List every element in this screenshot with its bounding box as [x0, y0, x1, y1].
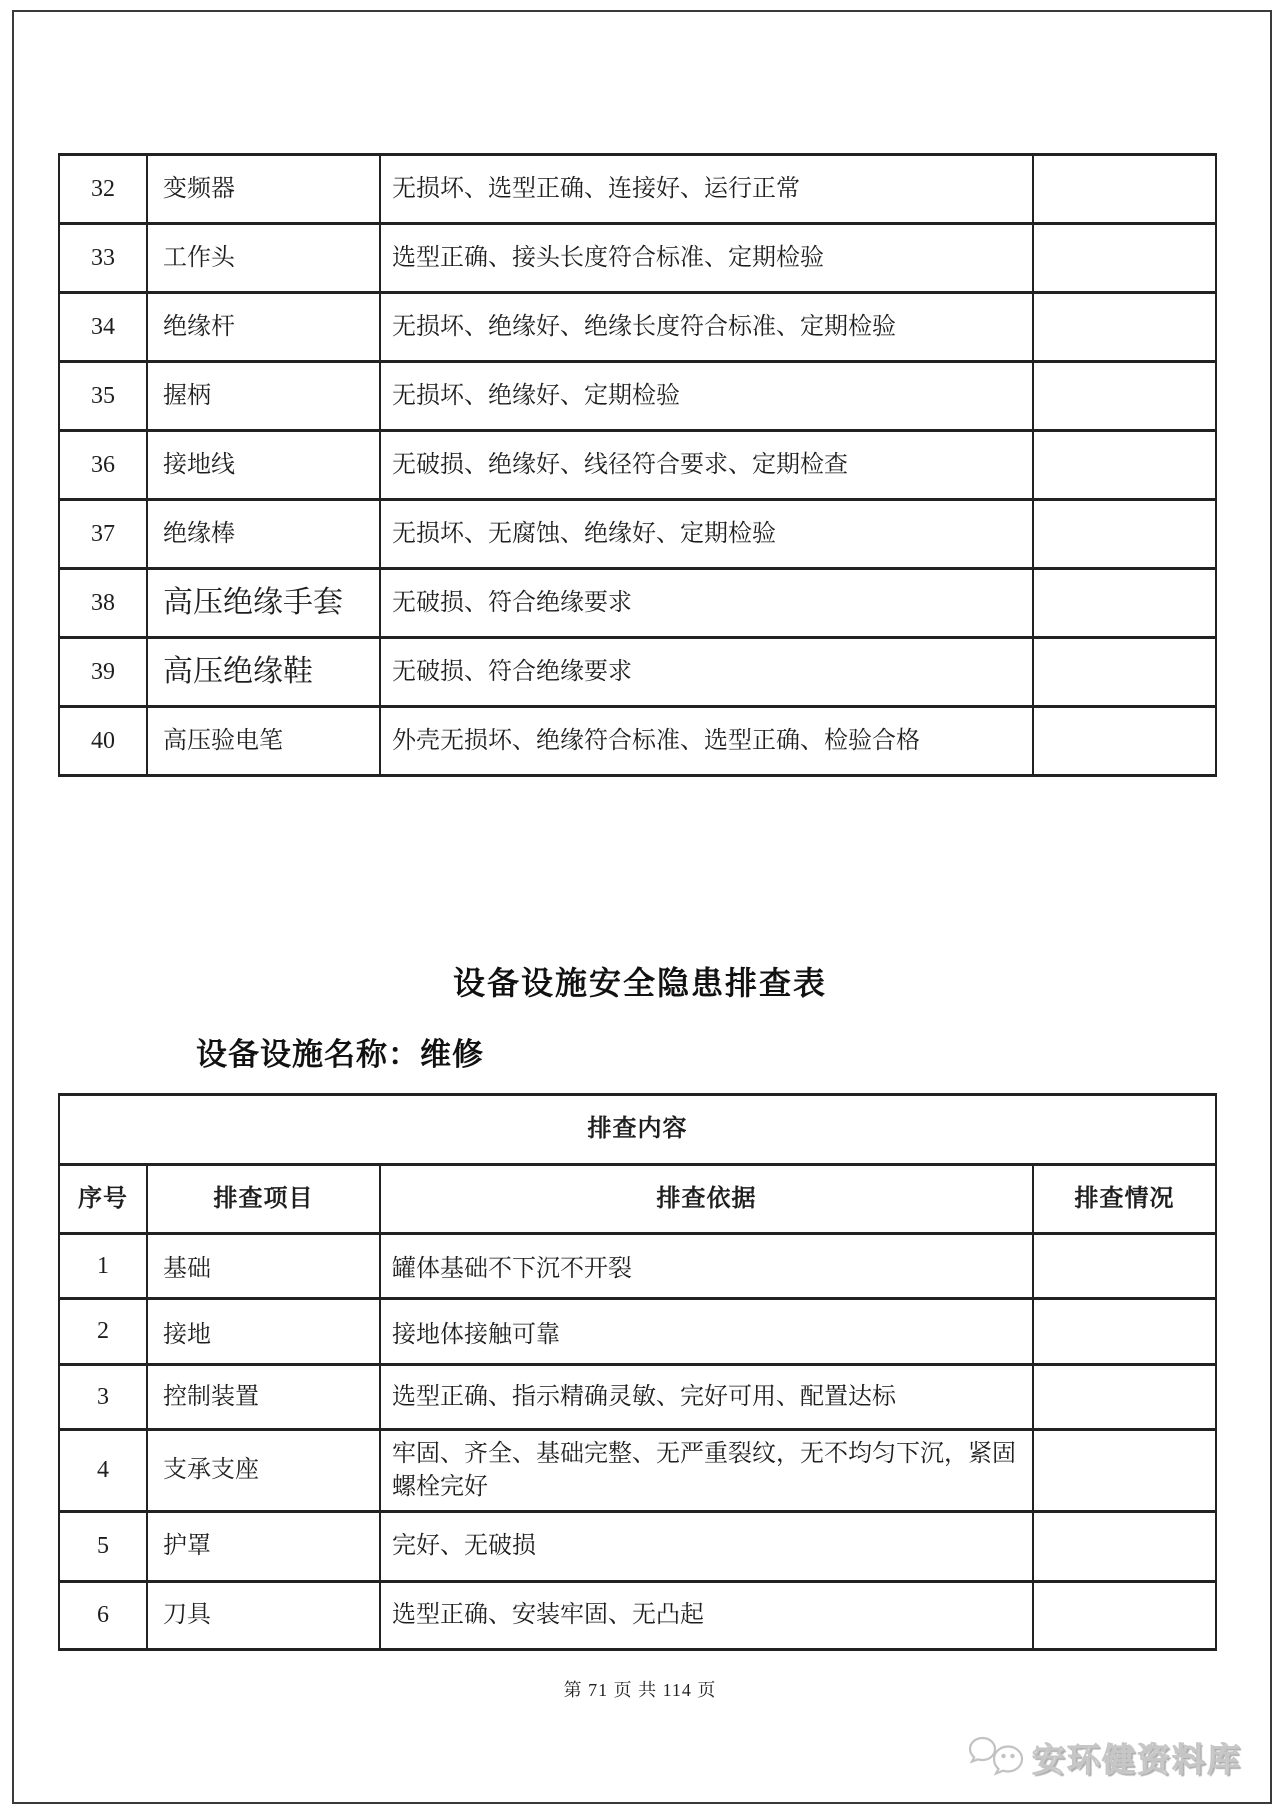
row-number-cell: 37	[59, 500, 147, 569]
item-name-cell: 变频器	[147, 155, 380, 224]
row-number-cell: 33	[59, 224, 147, 293]
criteria-cell: 接地体接触可靠	[380, 1299, 1033, 1365]
row-number-cell: 38	[59, 569, 147, 638]
status-empty-cell	[1033, 1512, 1216, 1582]
table-row	[59, 362, 1216, 431]
status-empty-cell	[1033, 1365, 1216, 1430]
table-row	[59, 1365, 1216, 1430]
criteria-cell: 无破损、绝缘好、线径符合要求、定期检查	[380, 431, 1033, 500]
span-header-row	[59, 1095, 1216, 1165]
status-empty-cell	[1033, 1234, 1216, 1299]
column-header-row	[59, 1165, 1216, 1234]
criteria-cell: 无损坏、选型正确、连接好、运行正常	[380, 155, 1033, 224]
status-empty-cell	[1033, 1299, 1216, 1365]
row-number-cell: 35	[59, 362, 147, 431]
item-name-cell: 护罩	[147, 1512, 380, 1582]
item-name-cell: 接地线	[147, 431, 380, 500]
item-name-cell: 绝缘杆	[147, 293, 380, 362]
equipment-check-table-lower	[58, 1093, 1217, 1651]
item-name-cell: 接地	[147, 1299, 380, 1365]
status-empty-cell	[1033, 1430, 1216, 1512]
equipment-check-table-upper	[58, 153, 1217, 777]
table-row	[59, 1299, 1216, 1365]
status-empty-cell	[1033, 569, 1216, 638]
equipment-name-label: 设备设施名称：维修	[196, 1037, 484, 1072]
item-name-cell: 控制装置	[147, 1365, 380, 1430]
status-empty-cell	[1033, 707, 1216, 776]
header-inspection-basis: 排查依据	[380, 1165, 1033, 1234]
table-row	[59, 1512, 1216, 1582]
item-name-cell: 基础	[147, 1234, 380, 1299]
item-name-cell: 高压绝缘手套	[147, 569, 380, 638]
item-name-cell: 刀具	[147, 1582, 380, 1650]
row-number-cell: 34	[59, 293, 147, 362]
item-name-cell: 高压绝缘鞋	[147, 638, 380, 707]
row-number-cell: 39	[59, 638, 147, 707]
criteria-cell: 选型正确、接头长度符合标准、定期检验	[380, 224, 1033, 293]
table-row	[59, 1582, 1216, 1650]
table-row	[59, 569, 1216, 638]
item-name-cell: 支承支座	[147, 1430, 380, 1512]
criteria-cell: 无破损、符合绝缘要求	[380, 569, 1033, 638]
table-row	[59, 293, 1216, 362]
criteria-cell: 选型正确、安装牢固、无凸起	[380, 1582, 1033, 1650]
criteria-cell: 无损坏、绝缘好、绝缘长度符合标准、定期检验	[380, 293, 1033, 362]
header-serial-number: 序号	[59, 1165, 147, 1234]
row-number-cell: 6	[59, 1582, 147, 1650]
criteria-cell: 无损坏、绝缘好、定期检验	[380, 362, 1033, 431]
chat-bubbles-logo-icon	[968, 1735, 1024, 1781]
row-number-cell: 4	[59, 1430, 147, 1512]
item-name-cell: 高压验电笔	[147, 707, 380, 776]
watermark-text: 安环健资料库	[1032, 1741, 1242, 1778]
row-number-cell: 2	[59, 1299, 147, 1365]
row-number-cell: 1	[59, 1234, 147, 1299]
status-empty-cell	[1033, 155, 1216, 224]
status-empty-cell	[1033, 224, 1216, 293]
criteria-cell: 无损坏、无腐蚀、绝缘好、定期检验	[380, 500, 1033, 569]
row-number-cell: 40	[59, 707, 147, 776]
row-number-cell: 32	[59, 155, 147, 224]
status-empty-cell	[1033, 638, 1216, 707]
criteria-cell: 选型正确、指示精确灵敏、完好可用、配置达标	[380, 1365, 1033, 1430]
span-header-cell: 排查内容	[59, 1095, 1216, 1165]
status-empty-cell	[1033, 293, 1216, 362]
row-number-cell: 5	[59, 1512, 147, 1582]
row-number-cell: 36	[59, 431, 147, 500]
table-row	[59, 707, 1216, 776]
criteria-cell: 牢固、齐全、基础完整、无严重裂纹，无不均匀下沉，紧固螺栓完好	[380, 1430, 1033, 1512]
table-row	[59, 431, 1216, 500]
item-name-cell: 工作头	[147, 224, 380, 293]
criteria-cell: 完好、无破损	[380, 1512, 1033, 1582]
header-inspection-status: 排查情况	[1033, 1165, 1216, 1234]
status-empty-cell	[1033, 431, 1216, 500]
header-inspection-item: 排查项目	[147, 1165, 380, 1234]
table-row	[59, 1430, 1216, 1512]
item-name-cell: 绝缘棒	[147, 500, 380, 569]
item-name-cell: 握柄	[147, 362, 380, 431]
table-row	[59, 155, 1216, 224]
table-row	[59, 1234, 1216, 1299]
status-empty-cell	[1033, 500, 1216, 569]
row-number-cell: 3	[59, 1365, 147, 1430]
status-empty-cell	[1033, 1582, 1216, 1650]
page-footer: 第 71 页 共 114 页	[563, 1680, 717, 1700]
watermark	[968, 1734, 1242, 1781]
criteria-cell: 无破损、符合绝缘要求	[380, 638, 1033, 707]
table-row	[59, 224, 1216, 293]
table-row	[59, 638, 1216, 707]
page-title: 设备设施安全隐患排查表	[452, 965, 827, 1001]
criteria-cell: 外壳无损坏、绝缘符合标准、选型正确、检验合格	[380, 707, 1033, 776]
status-empty-cell	[1033, 362, 1216, 431]
criteria-cell: 罐体基础不下沉不开裂	[380, 1234, 1033, 1299]
table-row	[59, 500, 1216, 569]
